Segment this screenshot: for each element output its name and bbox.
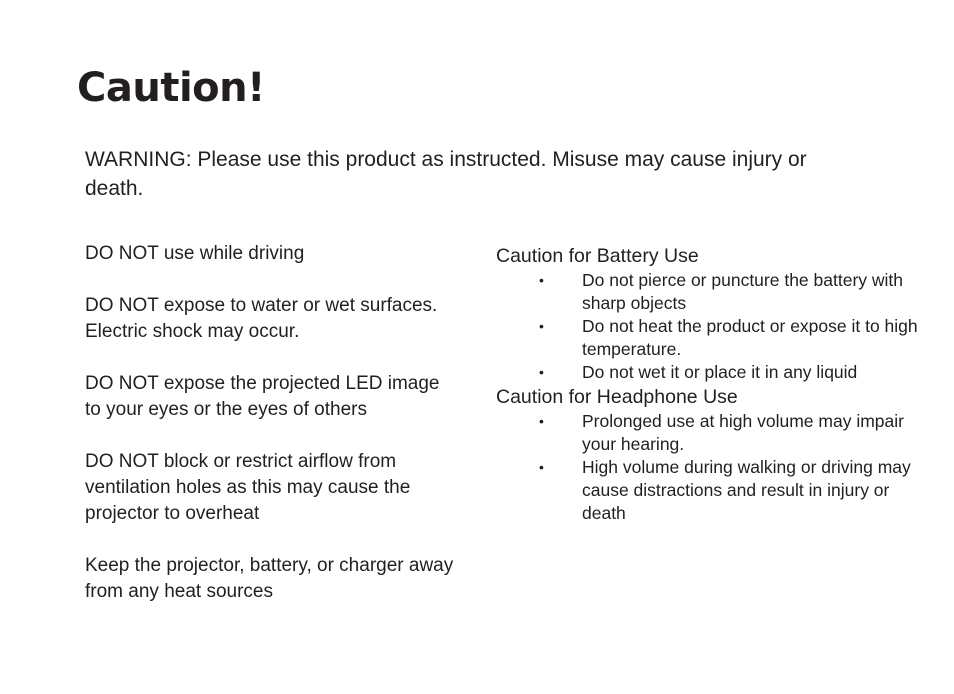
- bullet-icon: •: [539, 413, 544, 429]
- caution-item: Keep the projector, battery, or charger away from any heat sources: [85, 555, 454, 602]
- caution-item: DO NOT use while driving: [85, 243, 305, 264]
- list-item-text: Do not heat the product or expose it to high temperature.: [582, 316, 918, 359]
- list-item-text: Prolonged use at high volume may impair your hearing.: [582, 411, 904, 454]
- warning-text: WARNING: Please use this product as instructed. Misuse may cause injury or death.: [85, 148, 807, 200]
- list-item: [496, 315, 926, 361]
- do-not-list: [85, 241, 455, 631]
- page-title: Caution!: [77, 65, 265, 111]
- caution-item: DO NOT expose to water or wet surfaces. Electric shock may occur.: [85, 295, 438, 342]
- caution-item: DO NOT block or restrict airflow from ventilation holes as this may cause the projector to overheat: [85, 451, 411, 524]
- list-item-text: Do not pierce or puncture the battery with sharp objects: [582, 270, 904, 313]
- bullet-icon: •: [539, 459, 544, 475]
- list-item: [496, 456, 926, 525]
- caution-item: DO NOT expose the projected LED image to your eyes or the eyes of others: [85, 373, 440, 420]
- bullet-icon: •: [539, 318, 544, 334]
- list-item: [496, 361, 926, 384]
- headphone-caution-list: [496, 410, 926, 525]
- list-item-text: High volume during walking or driving may cause distractions and result in injury or death: [582, 457, 911, 523]
- bullet-icon: •: [539, 364, 544, 380]
- list-item: [496, 269, 926, 315]
- bullet-icon: •: [539, 272, 544, 288]
- headphone-section-heading: Caution for Headphone Use: [496, 386, 738, 408]
- battery-section-heading: Caution for Battery Use: [496, 245, 699, 267]
- caution-sections: [496, 243, 926, 525]
- list-item: [496, 410, 926, 456]
- list-item-text: Do not wet it or place it in any liquid: [582, 362, 858, 382]
- battery-caution-list: [496, 269, 926, 384]
